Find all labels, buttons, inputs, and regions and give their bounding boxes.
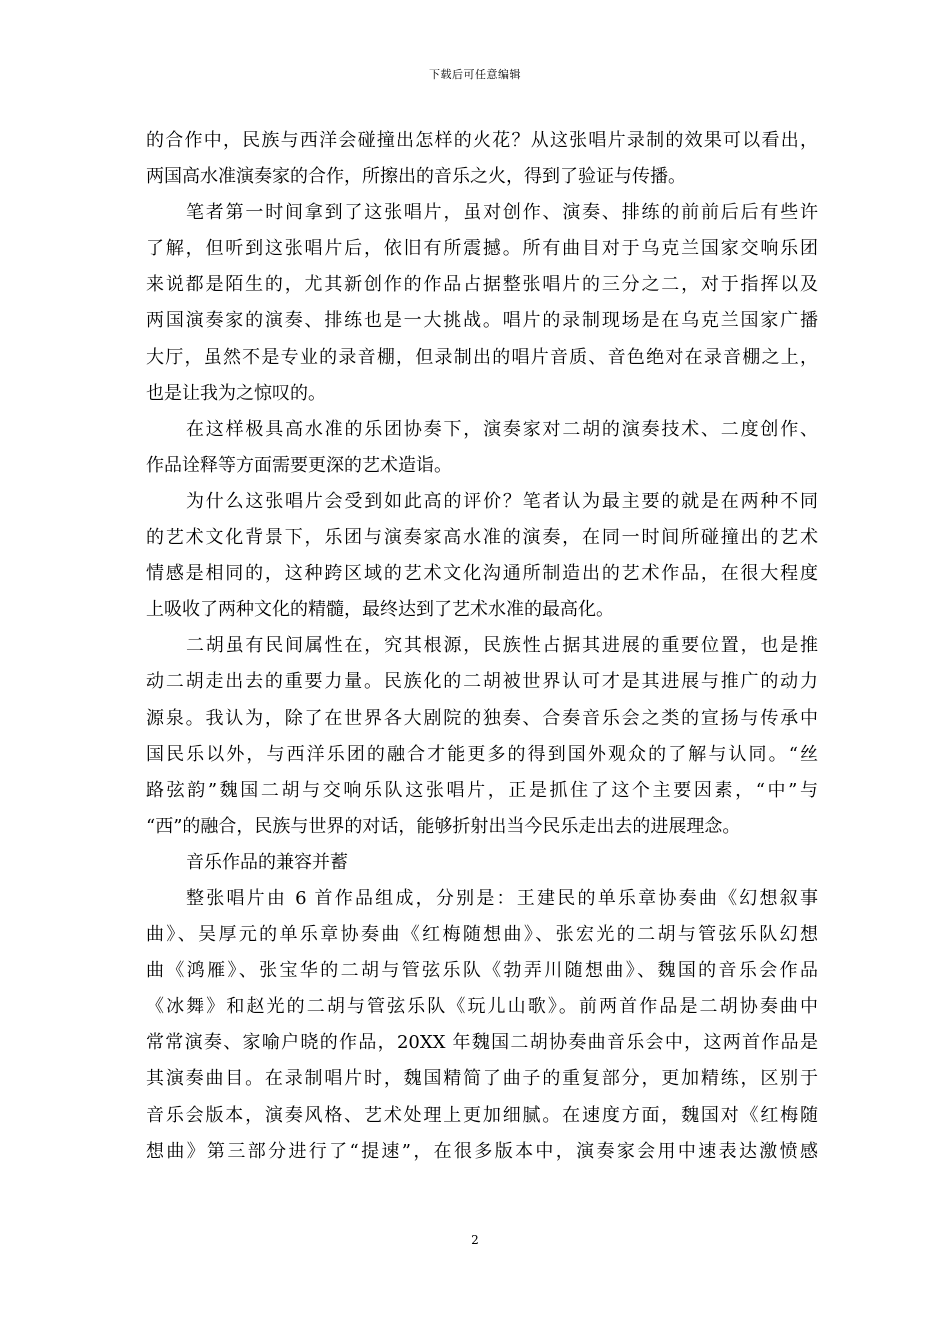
text-line: 也是让我为之惊叹的。 bbox=[146, 382, 326, 404]
text-line: 曲《鸿雁》、张宝华的二胡与管弦乐队《勃弄川随想曲》、魏国的音乐会作品 bbox=[146, 960, 818, 982]
text-line: 了解，但听到这张唱片后，依旧有所震撼。所有曲目对于乌克兰国家交响乐团 bbox=[146, 238, 818, 260]
text-line: 两国高水准演奏家的合作，所擦出的音乐之火，得到了验证与传播。 bbox=[146, 166, 686, 188]
text-line: 来说都是陌生的，尤其新创作的作品占据整张唱片的三分之二，对于指挥以及 bbox=[146, 274, 818, 296]
text-line: 笔者第一时间拿到了这张唱片，虽对创作、演奏、排练的前前后后有些许 bbox=[186, 202, 818, 224]
text-line: 两国演奏家的演奏、排练也是一大挑战。唱片的录制现场是在乌克兰国家广播 bbox=[146, 310, 818, 332]
page-header: 下载后可任意编辑 bbox=[429, 68, 521, 81]
section-heading: 音乐作品的兼容并蓄 bbox=[186, 851, 348, 873]
text-line: 曲》、吴厚元的单乐章协奏曲《红梅随想曲》、张宏光的二胡与管弦乐队幻想 bbox=[146, 924, 818, 946]
text-line: 《冰舞》和赵光的二胡与管弦乐队《玩儿山歌》。前两首作品是二胡协奏曲中 bbox=[146, 996, 818, 1018]
text-line: 的合作中，民族与西洋会碰撞出怎样的火花？从这张唱片录制的效果可以看出， bbox=[146, 130, 818, 151]
text-line: 在这样极具高水准的乐团协奏下，演奏家对二胡的演奏技术、二度创作、 bbox=[186, 418, 818, 440]
text-line: 源泉。我认为，除了在世界各大剧院的独奏、合奏音乐会之类的宣扬与传承中 bbox=[146, 707, 818, 729]
text-line: 为什么这张唱片会受到如此高的评价？笔者认为最主要的就是在两种不同 bbox=[186, 490, 818, 512]
text-line: 整张唱片由 6 首作品组成，分别是：王建民的单乐章协奏曲《幻想叙事 bbox=[186, 887, 818, 909]
text-line: 作品诠释等方面需要更深的艺术造诣。 bbox=[146, 454, 452, 476]
text-line: 路弦韵”魏国二胡与交响乐队这张唱片，正是抓住了这个主要因素，“中”与 bbox=[146, 779, 818, 801]
text-line: 二胡虽有民间属性在，究其根源，民族性占据其进展的重要位置，也是推 bbox=[186, 635, 818, 657]
text-line: 国民乐以外，与西洋乐团的融合才能更多的得到国外观众的了解与认同。“丝 bbox=[146, 743, 818, 765]
text-line: 情感是相同的，这种跨区域的艺术文化沟通所制造出的艺术作品，在很大程度 bbox=[146, 563, 818, 585]
body-text bbox=[146, 123, 818, 1170]
text-line: 的艺术文化背景下，乐团与演奏家高水准的演奏，在同一时间所碰撞出的艺术 bbox=[146, 527, 818, 549]
text-line: 大厅，虽然不是专业的录音棚，但录制出的唱片音质、音色绝对在录音棚之上， bbox=[146, 346, 818, 368]
text-line: 上吸收了两种文化的精髓，最终达到了艺术水准的最高化。 bbox=[146, 599, 614, 621]
text-line: 音乐会版本，演奏风格、艺术处理上更加细腻。在速度方面，魏国对《红梅随 bbox=[146, 1104, 818, 1126]
text-line: 动二胡走出去的重要力量。民族化的二胡被世界认可才是其进展与推广的动力 bbox=[146, 671, 818, 693]
text-line: 常常演奏、家喻户晓的作品，20XX 年魏国二胡协奏曲音乐会中，这两首作品是 bbox=[146, 1032, 818, 1054]
text-line: 其演奏曲目。在录制唱片时，魏国精简了曲子的重复部分，更加精练，区别于 bbox=[146, 1068, 818, 1090]
text-line: 想曲》第三部分进行了“提速”，在很多版本中，演奏家会用中速表达激愤感 bbox=[146, 1140, 818, 1162]
text-line: “西”的融合，民族与世界的对话，能够折射出当今民乐走出去的进展理念。 bbox=[146, 815, 741, 837]
page-number: 2 bbox=[471, 1233, 479, 1247]
